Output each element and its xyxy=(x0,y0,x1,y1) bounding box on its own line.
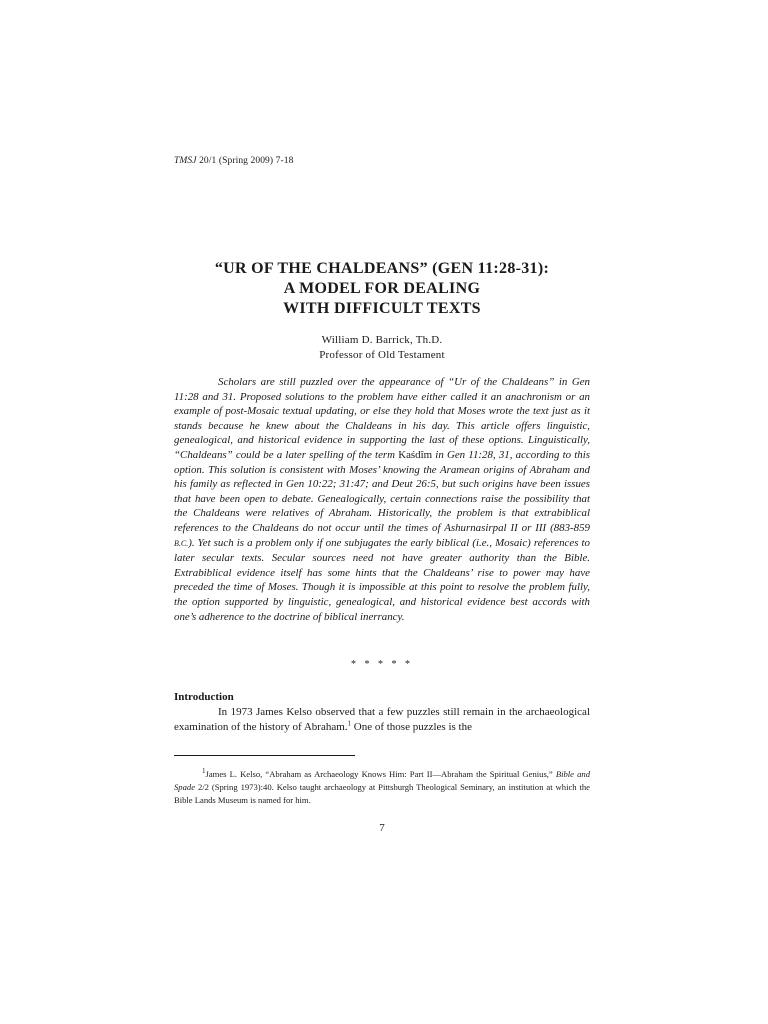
introduction-text-2: One of those puzzles is the xyxy=(351,721,472,733)
abstract-text-1: Scholars are still puzzled over the appearance of “Ur of the Chaldeans” in Gen 11:28 and 31. Proposed solutions to the problem have either called it an anachronism or an example of post-Mosaic textual updating, or else they hold that Moses wrote the text just as it stands because he knew about the Chaldeans in his day. This article offers linguistic, genealogical, and historical evidence in supporting the last of these options. Linguistically, “Chaldeans” could be a later spelling of the term xyxy=(174,376,590,461)
footnote-journal: Bible and Spade xyxy=(174,769,590,792)
footnote-reference[interactable]: 1 xyxy=(347,719,352,728)
section-separator: * * * * * xyxy=(351,659,413,670)
introduction-heading: Introduction xyxy=(174,691,234,703)
author-block xyxy=(174,333,590,363)
era-abbreviation: B.C. xyxy=(174,538,189,548)
introduction-text-1: In 1973 James Kelso observed that a few puzzles still remain in the archaeological examination of the history of Abraham. xyxy=(174,706,590,733)
footnote-text-1: James L. Kelso, “Abraham as Archaeology Knows Him: Part II—Abraham the Spiritual Genius,” xyxy=(205,769,556,779)
introduction-text xyxy=(174,705,590,735)
running-head xyxy=(174,156,293,166)
footnote xyxy=(174,768,590,807)
title-line-2: A MODEL FOR DEALING xyxy=(283,280,481,297)
footnote-divider xyxy=(174,755,355,756)
article-title xyxy=(174,259,590,319)
footnote-text-2: 2/2 (Spring 1973):40. Kelso taught archaeology at Pittsburgh Theological Seminary, an institution at which the Bible Lands Museum is named for him. xyxy=(174,782,590,805)
hebrew-term: Kaśdîm xyxy=(398,448,433,461)
footnote-marker: 1 xyxy=(202,767,206,776)
journal-citation: 20/1 (Spring 2009) 7-18 xyxy=(199,156,294,166)
abstract-paragraph xyxy=(174,375,590,624)
abstract xyxy=(174,375,590,624)
abstract-text-2: in Gen 11:28, 31, according to this option. This solution is consistent with Moses’ knowing the Aramean origins of Abraham and his family as reflected in Gen 10:22; 31:47; and Deut 26:5, but such origins have been issues that have been open to debate. Genealogically, certain connections raise the possibility that the Chaldeans were relatives of Abraham. Historically, the problem is that extrabiblical references to the Chaldeans do not occur until the times of Ashurnasirpal II or III (883-859 xyxy=(174,448,590,534)
abstract-text-3: ). Yet such is a problem only if one subjugates the early biblical (i.e., Mosaic) references to later secular texts. Secular sources need not have greater authority than the Bible. Extrabiblical evidence itself has some hints that the Chaldeans’ rise to power may have preceded the time of Moses. Though it is impossible at this point to resolve the problem fully, the option supported by linguistic, genealogical, and historical evidence best accords with one’s adherence to the doctrine of biblical inerrancy. xyxy=(174,536,590,623)
title-line-1: “UR OF THE CHALDEANS” (GEN 11:28-31): xyxy=(214,260,550,277)
author-position: Professor of Old Testament xyxy=(319,349,445,361)
introduction-paragraph xyxy=(174,705,590,735)
author-name: William D. Barrick, Th.D. xyxy=(321,334,443,346)
footnote-paragraph xyxy=(174,768,590,807)
page-number: 7 xyxy=(379,822,385,834)
journal-abbreviation: TMSJ xyxy=(174,156,197,166)
title-line-3: WITH DIFFICULT TEXTS xyxy=(283,300,481,317)
